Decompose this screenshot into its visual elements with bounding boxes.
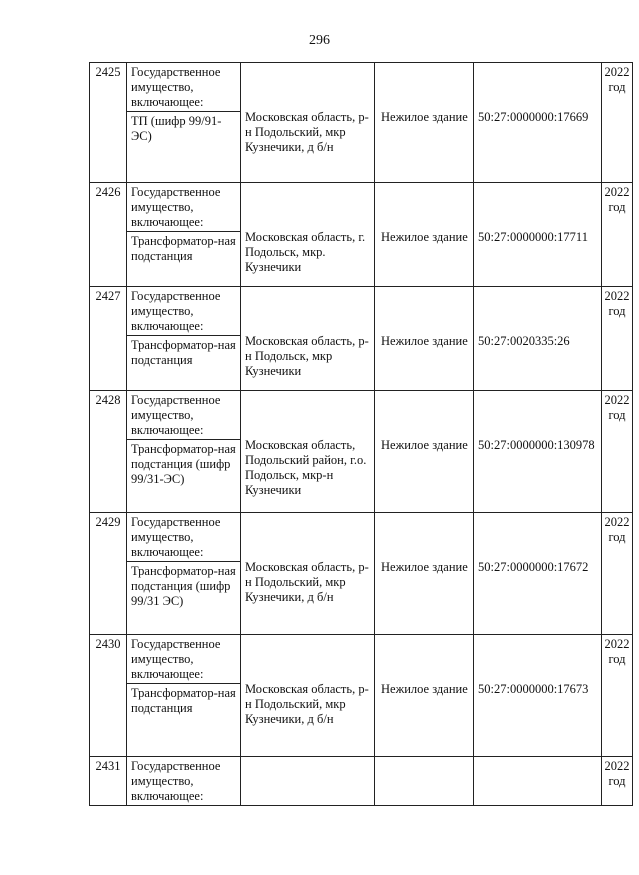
row-year: 2022 год <box>602 513 633 635</box>
page-number: 296 <box>309 33 330 48</box>
row-cadastral-cell <box>474 183 602 287</box>
table-row <box>90 63 633 112</box>
row-cadastral: 50:27:0000000:17711 <box>478 230 588 244</box>
row-cadastral: 50:27:0000000:17672 <box>478 560 589 574</box>
row-type-cell <box>375 635 474 757</box>
table-row <box>90 635 633 684</box>
row-type: Нежилое здание <box>381 334 468 348</box>
row-header: Государственное имущество, включающее: <box>127 635 241 684</box>
row-header: Государственное имущество, включающее: <box>127 287 241 336</box>
row-number: 2430 <box>90 635 127 757</box>
row-cadastral: 50:27:0000000:130978 <box>478 438 595 452</box>
row-cadastral-cell <box>474 513 602 635</box>
row-number: 2427 <box>90 287 127 391</box>
row-year: 2022 год <box>602 63 633 183</box>
row-number: 2429 <box>90 513 127 635</box>
row-type: Нежилое здание <box>381 560 468 574</box>
row-type: Нежилое здание <box>381 110 468 124</box>
row-type-cell <box>375 287 474 391</box>
row-address: Московская область, р-н Подольский, мкр Кузнечики, д б/н <box>245 110 369 154</box>
row-number: 2425 <box>90 63 127 183</box>
row-cadastral: 50:27:0000000:17669 <box>478 110 589 124</box>
row-cadastral-cell <box>474 391 602 513</box>
row-name: Трансформатор-ная подстанция <box>127 684 241 757</box>
row-address-cell <box>241 635 375 757</box>
row-header: Государственное имущество, включающее: <box>127 391 241 440</box>
row-number: 2431 <box>90 757 127 806</box>
property-table <box>89 62 633 806</box>
row-address: Московская область, р-н Подольский, мкр Кузнечики, д б/н <box>245 560 369 604</box>
table-row <box>90 513 633 562</box>
property-table-body <box>90 63 633 806</box>
row-year: 2022 год <box>602 391 633 513</box>
row-address: Московская область, г. Подольск, мкр. Кузнечики <box>245 230 366 274</box>
row-address-cell <box>241 287 375 391</box>
row-name: Трансформатор-ная подстанция <box>127 232 241 287</box>
row-address-cell <box>241 513 375 635</box>
row-cadastral-cell <box>474 63 602 183</box>
row-type: Нежилое здание <box>381 230 468 244</box>
row-cadastral: 50:27:0020335:26 <box>478 334 570 348</box>
row-address <box>241 757 375 806</box>
table-row <box>90 757 633 806</box>
row-type-cell <box>375 63 474 183</box>
row-type-cell <box>375 391 474 513</box>
row-type-cell <box>375 183 474 287</box>
row-number: 2426 <box>90 183 127 287</box>
row-address-cell <box>241 63 375 183</box>
row-address: Московская область, р-н Подольский, мкр Кузнечики, д б/н <box>245 682 369 726</box>
row-address: Московская область, Подольский район, г.о. Подольск, мкр-н Кузнечики <box>245 438 367 497</box>
row-header: Государственное имущество, включающее: <box>127 513 241 562</box>
table-row <box>90 287 633 336</box>
row-type: Нежилое здание <box>381 438 468 452</box>
row-year: 2022 год <box>602 287 633 391</box>
table-row <box>90 183 633 232</box>
row-cadastral-cell <box>474 287 602 391</box>
row-year: 2022 год <box>602 757 633 806</box>
row-address-cell <box>241 183 375 287</box>
row-type-cell <box>375 513 474 635</box>
row-name: Трансформатор-ная подстанция (шифр 99/31-ЭС) <box>127 440 241 513</box>
row-header: Государственное имущество, включающее: <box>127 183 241 232</box>
row-address-cell <box>241 391 375 513</box>
row-header: Государственное имущество, включающее: <box>127 63 241 112</box>
table-row <box>90 391 633 440</box>
row-name: Трансформатор-ная подстанция (шифр 99/31 ЭС) <box>127 562 241 635</box>
row-type <box>375 757 474 806</box>
row-type: Нежилое здание <box>381 682 468 696</box>
row-cadastral <box>474 757 602 806</box>
row-cadastral-cell <box>474 635 602 757</box>
row-cadastral: 50:27:0000000:17673 <box>478 682 589 696</box>
row-name: ТП (шифр 99/91-ЭС) <box>127 112 241 183</box>
row-address: Московская область, р-н Подольск, мкр Кузнечики <box>245 334 369 378</box>
row-header: Государственное имущество, включающее: <box>127 757 241 806</box>
row-name: Трансформатор-ная подстанция <box>127 336 241 391</box>
row-year: 2022 год <box>602 183 633 287</box>
row-year: 2022 год <box>602 635 633 757</box>
row-number: 2428 <box>90 391 127 513</box>
